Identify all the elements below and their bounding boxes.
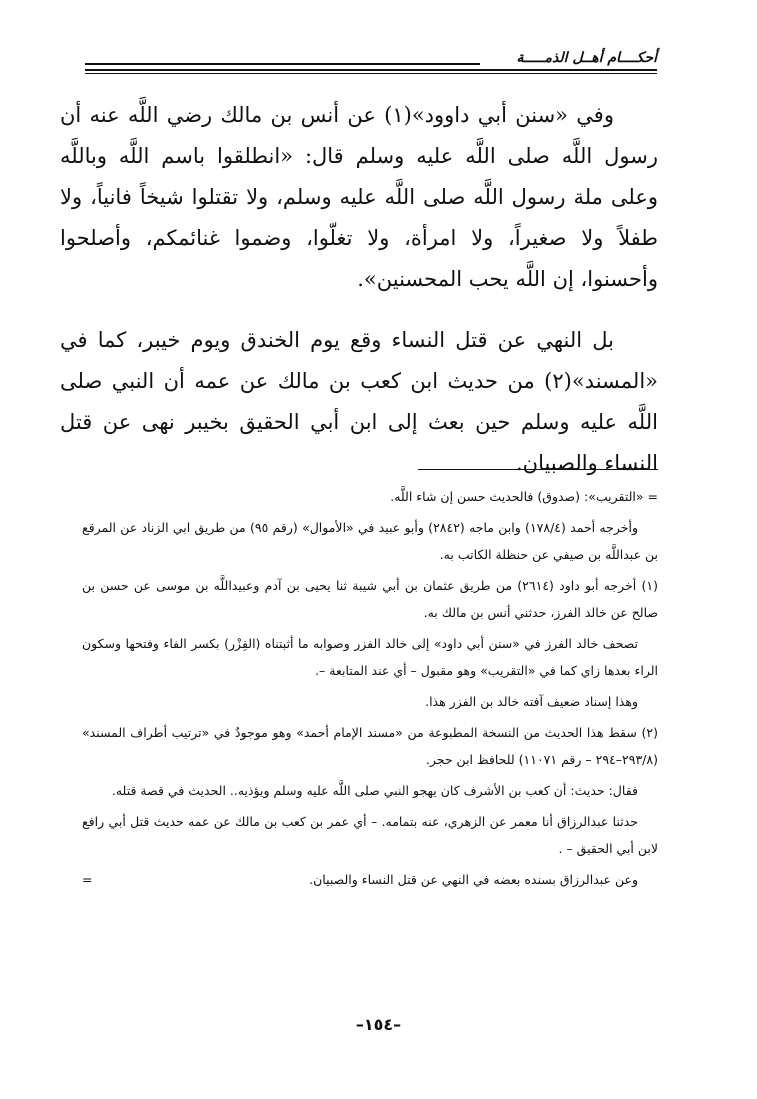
- footnote-line: حدثنا عبدالرزاق أنا معمر عن الزهري، عنه بتمامه. – أي عمر بن كعب بن مالك عن عمه حديث قتل أبي رافع لابن أبي الحقيق – .: [82, 814, 658, 856]
- main-paragraph-2: [60, 320, 658, 484]
- footnote-line: فقال: حديث: أن كعب بن الأشرف كان يهجو النبي صلى اللَّه عليه وسلم ويؤذيه.. الحديث في قصة قتله.: [111, 783, 638, 798]
- page-number: –١٥٤–: [355, 1015, 402, 1034]
- main-paragraph-1: [60, 95, 658, 300]
- footnote-separator: [418, 469, 658, 470]
- footnote-2: (٢) سقط هذا الحديث من النسخة المطبوعة من «مسند الإمام أحمد» وهو موجودٌ في «ترتيب أطراف المسند» (٢٩٣/٨–٢٩٤ – رقم ١١٠٧١) للحافظ ابن حجر.: [82, 725, 658, 767]
- page-header: [85, 50, 657, 80]
- footnote-last-line: [82, 866, 658, 893]
- footnote-line: وعن عبدالرزاق بسنده بعضه في النهي عن قتل النساء والصبيان.: [309, 872, 638, 887]
- header-rule-thin: [85, 73, 657, 74]
- footnotes: [82, 483, 658, 897]
- footnote-line: وأخرجه أحمد (١٧٨/٤) وابن ماجه (٢٨٤٢) وأبو عبيد في «الأموال» (رقم ٩٥) من طريق ابي الزناد عن المرقع بن عبداللَّه بن صيفي عن حنظلة الكاتب به.: [82, 520, 658, 562]
- header-rule-short: [85, 63, 480, 65]
- footnote-1: (١) أخرجه أبو داود (٢٦١٤) من طريق عثمان بن أبي شيبة ثنا يحيى بن آدم وعبيداللَّه بن موسى عن حسن بن صالح عن خالد الفرز، حدثني أنس بن مالك به.: [82, 578, 658, 620]
- header-rule-thick: [85, 69, 657, 71]
- paragraph-text: بل النهي عن قتل النساء وقع يوم الخندق ويوم خيبر، كما في «المسند»(٢) من حديث ابن كعب بن مالك عن عمه أن النبي صلى اللَّه عليه وسلم حين بعث إلى ابن أبي الحقيق بخيبر نهى عن قتل النساء والصبيان.: [60, 328, 658, 475]
- footnote-line: تصحف خالد الفرز في «سنن أبي داود» إلى خالد الفزر وصوابه ما أثبتناه (الفِزْر) بكسر الفاء وفتحها وسكون الراء بعدها زاي كما في «التقريب» وهو مقبول – أي عند المتابعة –.: [82, 636, 658, 678]
- continuation-mark: =: [82, 872, 93, 887]
- paragraph-text: وفي «سنن أبي داوود»(١) عن أنس بن مالك رضي اللَّه عنه أن رسول اللَّه صلى اللَّه عليه وسلم قال: «انطلقوا باسم اللَّه وباللَّه وعلى ملة رسول اللَّه صلى اللَّه عليه وسلم، ولا تقتلوا شيخاً فانياً، ولا طفلاً ولا صغيراً، ولا امرأة، ولا تغلّوا، وضموا غنائمكم، وأصلحوا وأحسنوا، إن اللَّه يحب المحسنين».: [60, 103, 658, 291]
- footnote-continuation: = «التقريب»: (صدوق) فالحديث حسن إن شاء اللَّه.: [390, 489, 658, 504]
- running-title: أحكــــام أهــل الذمـــــة: [511, 50, 657, 66]
- footnote-line: وهذا إسناد ضعيف آفته خالد بن الفزر هذا.: [425, 694, 638, 709]
